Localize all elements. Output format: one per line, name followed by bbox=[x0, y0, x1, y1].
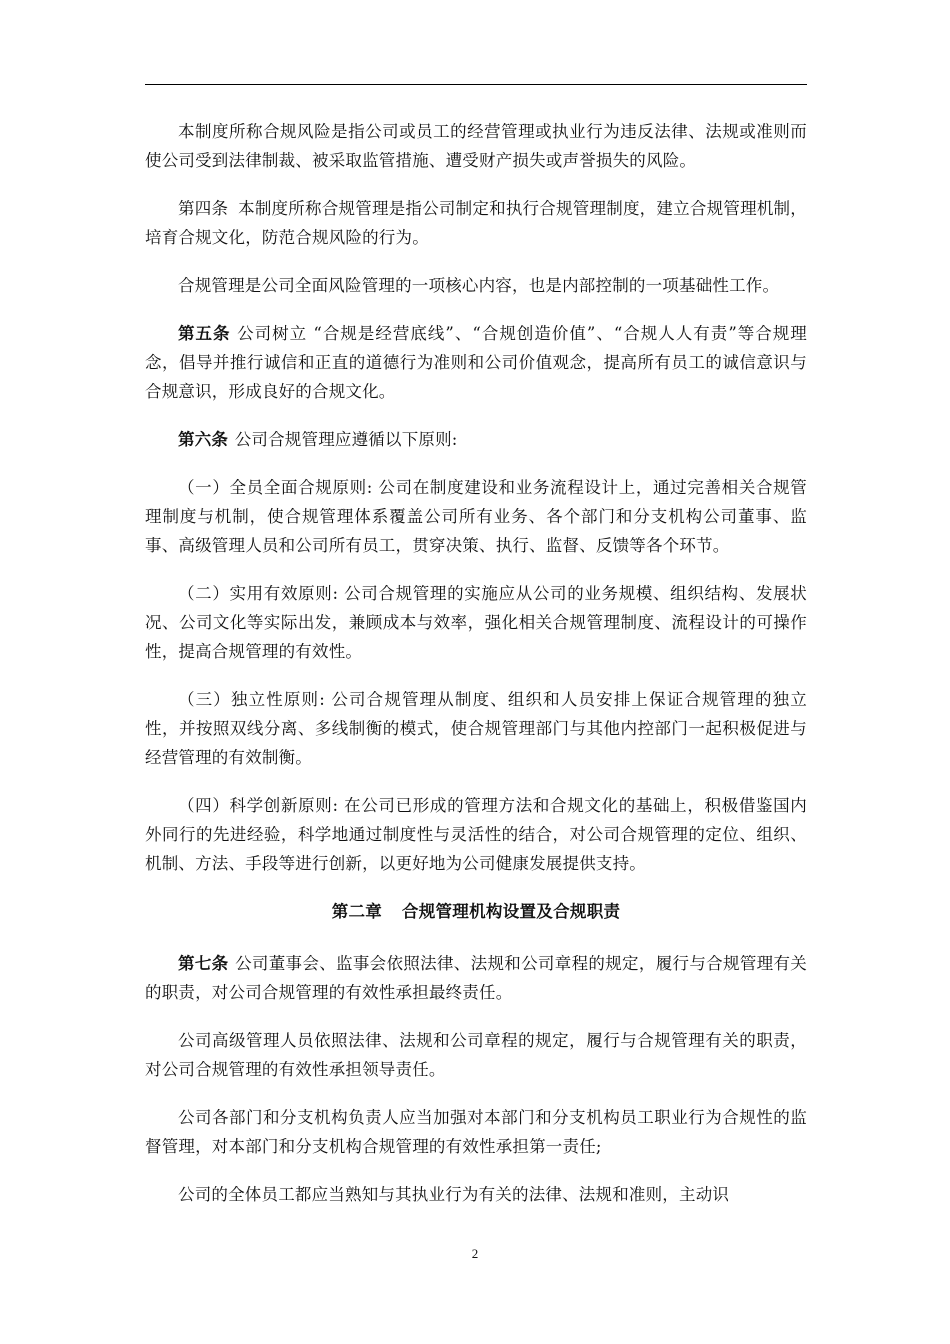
article-7-label: 第七条 bbox=[178, 954, 229, 973]
paragraph-article-6: 第六条 公司合规管理应遵循以下原则: bbox=[178, 430, 458, 449]
paragraph-senior-management: 公司高级管理人员依照法律、法规和公司章程的规定，履行与合规管理有关的职责，对公司合规管理的有效性承担领导责任。 bbox=[145, 1031, 807, 1079]
paragraph-principle-4: （四）科学创新原则: 在公司已形成的管理方法和合规文化的基础上，积极借鉴国内外同行的先进经验，科学地通过制度性与灵活性的结合，对公司合规管理的定位、组织、机制、方法、手段等进行创新，以更好地为公司健康发展提供支持。 bbox=[145, 796, 807, 873]
paragraph-principle-1: （一）全员全面合规原则: 公司在制度建设和业务流程设计上，通过完善相关合规管理制度与机制，使合规管理体系覆盖公司所有业务、各个部门和分支机构公司董事、监事、高级管理人员和公司所有员工，贯穿决策、执行、监督、反馈等各个环节。 bbox=[145, 478, 807, 555]
paragraph-department-heads: 公司各部门和分支机构负责人应当加强对本部门和分支机构员工职业行为合规性的监督管理，对本部门和分支机构合规管理的有效性承担第一责任; bbox=[145, 1108, 807, 1156]
paragraph-compliance-risk-definition: 本制度所称合规风险是指公司或员工的经营管理或执业行为违反法律、法规或准则而使公司受到法律制裁、被采取监管措施、遭受财产损失或声誉损失的风险。 bbox=[145, 122, 807, 170]
article-5-label: 第五条 bbox=[178, 324, 231, 343]
paragraph-article-7: 第七条 公司董事会、监事会依照法律、法规和公司章程的规定，履行与合规管理有关的职责，对公司合规管理的有效性承担最终责任。 bbox=[145, 954, 807, 1002]
article-4-label: 第四条 bbox=[178, 199, 229, 218]
paragraph-all-employees: 公司的全体员工都应当熟知与其执业行为有关的法律、法规和准则，主动识 bbox=[178, 1185, 730, 1204]
page-number: 2 bbox=[471, 1246, 479, 1261]
paragraph-article-4: 第四条 本制度所称合规管理是指公司制定和执行合规管理制度，建立合规管理机制，培育合规文化，防范合规风险的行为。 bbox=[145, 199, 807, 247]
document-body bbox=[145, 117, 807, 1228]
header-rule bbox=[145, 84, 807, 85]
paragraph-principle-3: （三）独立性原则: 公司合规管理从制度、组织和人员安排上保证合规管理的独立性，并按照双线分离、多线制衡的模式，使合规管理部门与其他内控部门一起积极促进与经营管理的有效制衡。 bbox=[145, 690, 807, 767]
paragraph-compliance-core: 合规管理是公司全面风险管理的一项核心内容，也是内部控制的一项基础性工作。 bbox=[178, 276, 780, 295]
paragraph-principle-2: （二）实用有效原则: 公司合规管理的实施应从公司的业务规模、组织结构、发展状况、公司文化等实际出发，兼顾成本与效率，强化相关合规管理制度、流程设计的可操作性，提高合规管理的有效性。 bbox=[145, 584, 807, 661]
article-6-label: 第六条 bbox=[178, 430, 229, 449]
chapter-title: 合规管理机构设置及合规职责 bbox=[401, 902, 621, 921]
paragraph-article-5: 第五条 公司树立 “合规是经营底线”、“合规创造价值”、“合规人人有责”等合规理念，倡导并推行诚信和正直的道德行为准则和公司价值观念，提高所有员工的诚信意识与合规意识，形成良好的合规文化。 bbox=[145, 324, 807, 401]
chapter-heading bbox=[145, 897, 807, 926]
chapter-number: 第二章 bbox=[331, 902, 383, 921]
